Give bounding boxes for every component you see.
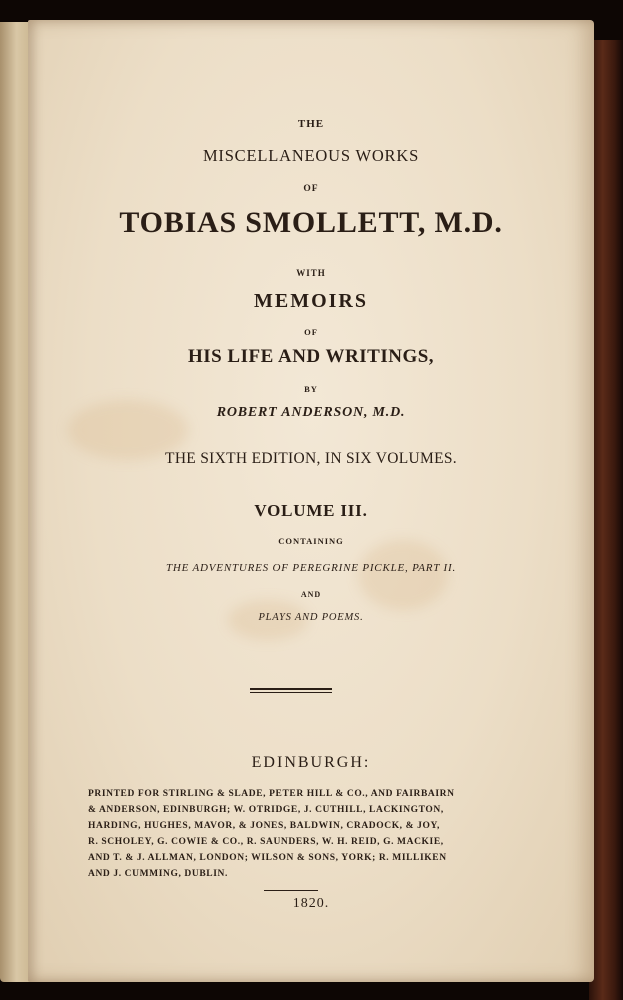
contents-item-2: PLAYS AND POEMS.	[258, 612, 364, 623]
author-name: TOBIAS SMOLLETT, M.D.	[119, 206, 503, 239]
book-board-edge	[589, 40, 623, 1000]
contents-and: AND	[300, 590, 322, 599]
title-by: BY	[304, 384, 318, 394]
title-memoirs: MEMOIRS	[254, 290, 368, 312]
imprint-line: AND J. CUMMING, DUBLIN.	[88, 869, 228, 879]
imprint-line: PRINTED FOR STIRLING & SLADE, PETER HILL & CO., AND FAIRBAIRN	[88, 789, 455, 799]
contents-heading: CONTAINING	[278, 536, 344, 546]
title-the: THE	[297, 118, 325, 130]
decorative-rule	[250, 688, 332, 693]
title-life-and-writings: HIS LIFE AND WRITINGS,	[187, 346, 435, 367]
imprint-line: AND T. & J. ALLMAN, LONDON; WILSON & SONS, YORK; R. MILLIKEN	[88, 853, 447, 863]
editor-name: ROBERT ANDERSON, M.D.	[216, 405, 406, 420]
contents-item-1: THE ADVENTURES OF PEREGRINE PICKLE, PART II.	[165, 562, 457, 574]
year-rule	[264, 890, 318, 891]
facing-page-edge	[0, 22, 30, 982]
publication-year: 1820.	[292, 896, 330, 911]
edition-statement: THE SIXTH EDITION, IN SIX VOLUMES.	[165, 450, 457, 467]
title-with: WITH	[296, 268, 326, 278]
imprint-line: HARDING, HUGHES, MAVOR, & JONES, BALDWIN, CRADOCK, & JOY,	[88, 821, 441, 831]
foxing-stain	[358, 540, 448, 610]
imprint-text	[88, 786, 494, 882]
title-of-2: OF	[304, 327, 318, 337]
imprint-line: R. SCHOLEY, G. COWIE & CO., R. SAUNDERS, W. H. REID, G. MACKIE,	[88, 837, 444, 847]
title-miscellaneous-works: MISCELLANEOUS WORKS	[202, 146, 420, 165]
volume-number: VOLUME III.	[254, 501, 368, 520]
title-page	[28, 20, 594, 982]
imprint-place: EDINBURGH:	[251, 754, 371, 771]
imprint-line: & ANDERSON, EDINBURGH; W. OTRIDGE, J. CUTHILL, LACKINGTON,	[88, 805, 444, 815]
title-of: OF	[303, 184, 319, 194]
